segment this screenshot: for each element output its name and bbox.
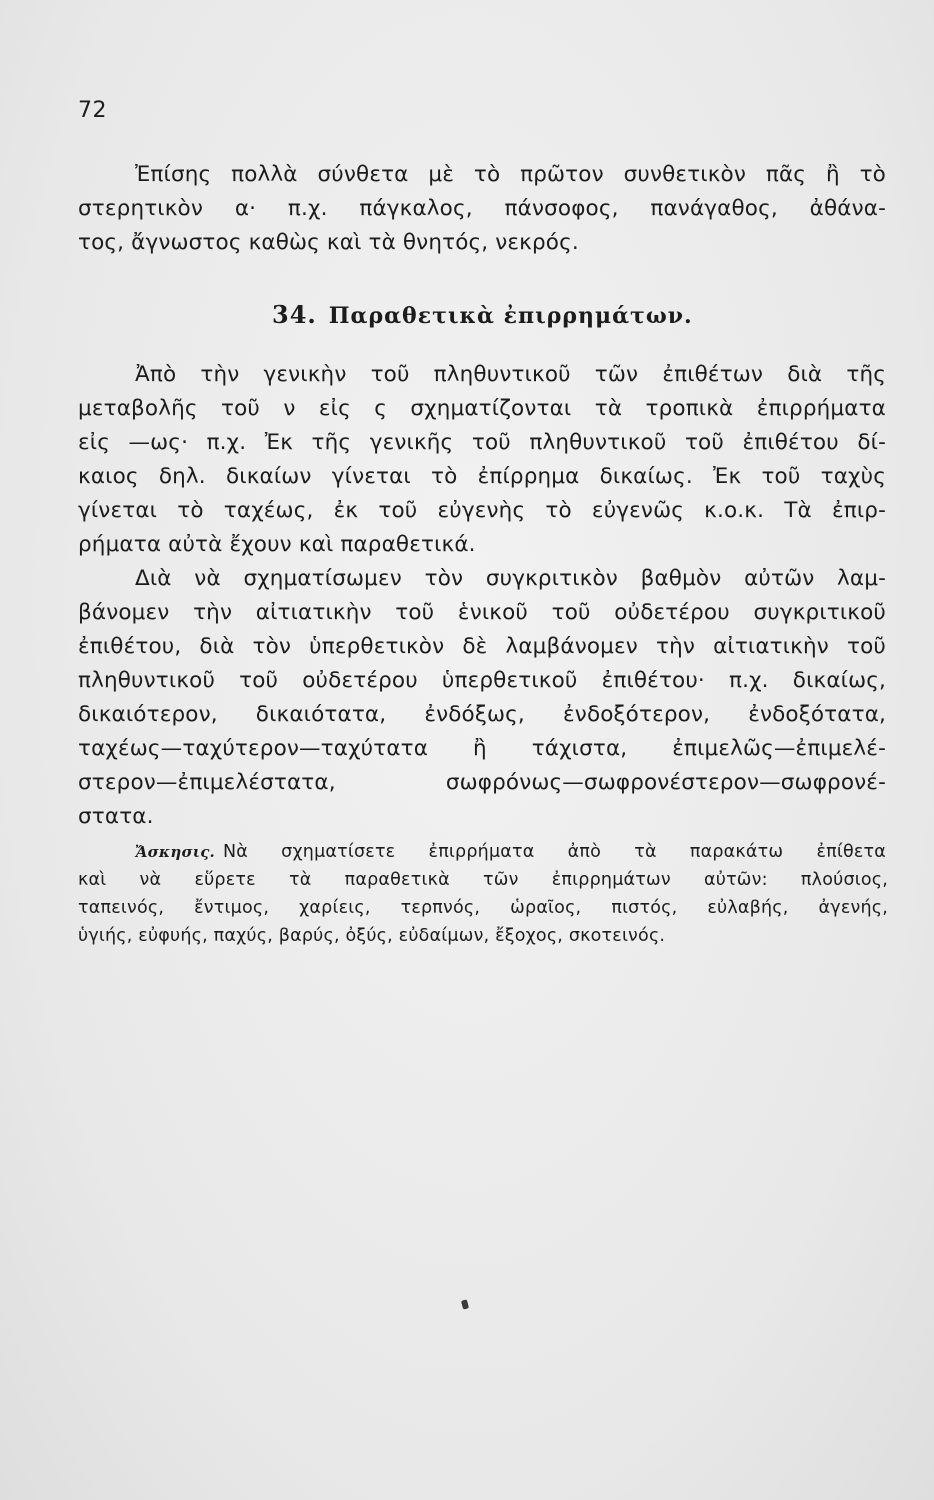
paragraph-2-line-1: Ἀπὸ τὴν γενικὴν τοῦ πληθυντικοῦ τῶν ἐπιθέτων διὰ τῆς bbox=[135, 362, 886, 387]
paragraph-3-line-7: στερον—ἐπιμελέστατα, σωφρόνως—σωφρονέστερον—σωφρονέ- bbox=[78, 770, 886, 795]
section-number: 34. bbox=[272, 300, 317, 329]
paragraph-2-line-2: μεταβολῆς τοῦ ν εἰς ς σχηματίζονται τὰ τροπικὰ ἐπιρρήματα bbox=[78, 396, 886, 421]
paragraph-3-line-5: δικαιότερον, δικαιότατα, ἐνδόξως, ἐνδοξότερον, ἐνδοξότατα, bbox=[78, 702, 886, 727]
exercise-line-3: ταπεινός, ἔντιμος, χαρίεις, τερπνός, ὡραῖος, πιστός, εὐλαβής, ἀγενής, bbox=[78, 898, 888, 918]
section-title: Παραθετικὰ ἐπιρρημάτων. bbox=[328, 303, 693, 329]
paragraph-2-line-6: ρήματα αὐτὰ ἔχουν καὶ παραθετικά. bbox=[78, 532, 476, 557]
paragraph-1-line-2: στερητικὸν α· π.χ. πάγκαλος, πάνσοφος, πανάγαθος, ἀθάνα- bbox=[78, 196, 886, 221]
paragraph-3-line-3: ἐπιθέτου, διὰ τὸν ὑπερθετικὸν δὲ λαμβάνομεν τὴν αἰτιατικὴν τοῦ bbox=[78, 634, 886, 659]
exercise-text-1: Νὰ σχηματίσετε ἐπιρρήματα ἀπὸ τὰ παρακάτω ἐπίθετα bbox=[222, 842, 886, 862]
section-heading bbox=[272, 300, 693, 329]
ink-speck bbox=[461, 1299, 469, 1309]
paragraph-3-line-6: ταχέως—ταχύτερον—ταχύτατα ἢ τάχιστα, ἐπιμελῶς—ἐπιμελέ- bbox=[78, 736, 886, 761]
exercise-label: Ἄσκησις. bbox=[135, 843, 215, 861]
paragraph-1-line-1: Ἐπίσης πολλὰ σύνθετα μὲ τὸ πρῶτον συνθετικὸν πᾶς ἢ τὸ bbox=[135, 162, 886, 187]
paragraph-3-line-2: βάνομεν τὴν αἰτιατικὴν τοῦ ἑνικοῦ τοῦ οὐδετέρου συγκριτικοῦ bbox=[78, 600, 886, 625]
paragraph-3-line-8: στατα. bbox=[78, 804, 154, 829]
paragraph-2-line-3: εἰς —ως· π.χ. Ἐκ τῆς γενικῆς τοῦ πληθυντικοῦ τοῦ ἐπιθέτου δί- bbox=[78, 430, 886, 455]
exercise-line-4: ὑγιής, εὐφυής, παχύς, βαρύς, ὀξύς, εὐδαίμων, ἔξοχος, σκοτεινός. bbox=[78, 926, 666, 946]
paragraph-3-line-4: πληθυντικοῦ τοῦ οὐδετέρου ὑπερθετικοῦ ἐπιθέτου· π.χ. δικαίως, bbox=[78, 668, 886, 693]
exercise-line-1 bbox=[135, 840, 886, 865]
paragraph-1-line-3: τος, ἄγνωστος καθὼς καὶ τὰ θνητός, νεκρός. bbox=[78, 230, 579, 255]
page-number: 72 bbox=[78, 98, 107, 123]
paragraph-2-line-5: γίνεται τὸ ταχέως, ἐκ τοῦ εὐγενὴς τὸ εὐγενῶς κ.ο.κ. Τὰ ἐπιρ- bbox=[78, 498, 886, 523]
paragraph-3-line-1: Διὰ νὰ σχηματίσωμεν τὸν συγκριτικὸν βαθμὸν αὐτῶν λαμ- bbox=[135, 566, 886, 591]
exercise-line-2: καὶ νὰ εὕρετε τὰ παραθετικὰ τῶν ἐπιρρημάτων αὐτῶν: πλούσιος, bbox=[78, 870, 888, 890]
paragraph-2-line-4: καιος δηλ. δικαίων γίνεται τὸ ἐπίρρημα δικαίως. Ἐκ τοῦ ταχὺς bbox=[78, 464, 886, 489]
